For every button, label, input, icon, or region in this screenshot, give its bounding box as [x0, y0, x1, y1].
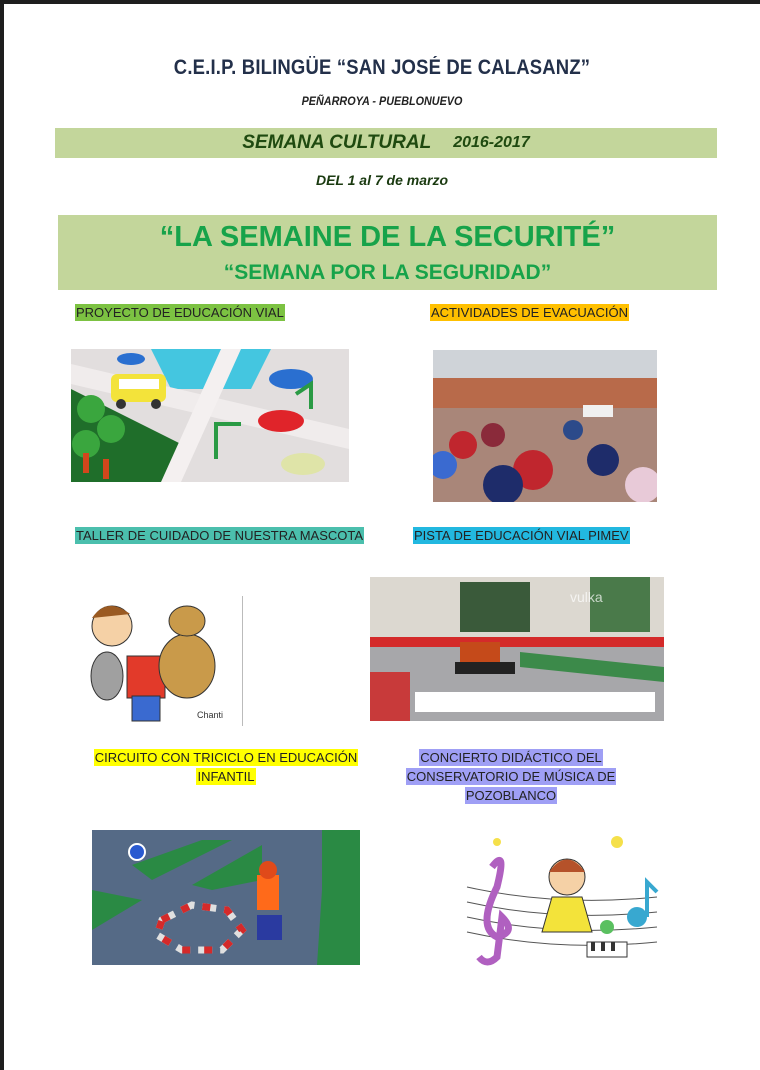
- cultural-week-banner: [55, 128, 717, 158]
- activity-label-tricycle-circuit: CIRCUITO CON TRICICLO EN EDUCACIÓN INFANTIL: [94, 750, 358, 784]
- activity-label-pet-care: TALLER DE CUIDADO DE NUESTRA MASCOTA: [76, 528, 364, 543]
- music-concert-cartoon: [457, 827, 659, 977]
- road-scene-graphic: [71, 349, 349, 482]
- document-page: [4, 4, 760, 1070]
- kart-track-graphic: [370, 577, 664, 721]
- theme-title-spanish: “SEMANA POR LA SEGURIDAD”: [223, 261, 552, 284]
- road-safety-illustration: [71, 349, 349, 482]
- event-dates: DEL 1 al 7 de marzo: [315, 172, 448, 188]
- theme-banner: [58, 215, 717, 290]
- theme-title-french: “LA SEMAINE DE LA SECURITÉ”: [159, 221, 616, 253]
- activity-label-music-concert: CONCIERTO DIDÁCTICO DEL CONSERVATORIO DE MÚSICA DE POZOBLANCO: [406, 750, 616, 803]
- tricycle-circuit-photo: [92, 830, 360, 965]
- school-name: C.E.I.P. BILINGÜE “SAN JOSÉ DE CALASANZ”: [173, 56, 591, 79]
- activity-label-evacuation: ACTIVIDADES DE EVACUACIÓN: [431, 305, 628, 320]
- boy-hugging-pets-graphic: [72, 596, 242, 726]
- evacuation-photo: [433, 350, 657, 502]
- go-kart-track-photo: [370, 577, 664, 721]
- activity-label-road-education: PROYECTO DE EDUCACIÓN VIAL: [76, 305, 284, 320]
- evacuation-scene-graphic: [433, 350, 657, 502]
- tricycle-track-graphic: [92, 830, 360, 965]
- event-title: SEMANA CULTURAL: [242, 132, 432, 153]
- event-year: 2016-2017: [453, 134, 530, 151]
- activity-label-pimev-track: PISTA DE EDUCACIÓN VIAL PIMEV: [414, 528, 629, 543]
- pet-care-cartoon: [72, 596, 243, 726]
- town-name: PEÑARROYA - PUEBLONUEVO: [301, 94, 463, 108]
- svg-text:Chanti: Chanti: [197, 710, 224, 720]
- svg-text:vulka: vulka: [570, 589, 603, 605]
- girl-music-notes-graphic: [457, 827, 659, 977]
